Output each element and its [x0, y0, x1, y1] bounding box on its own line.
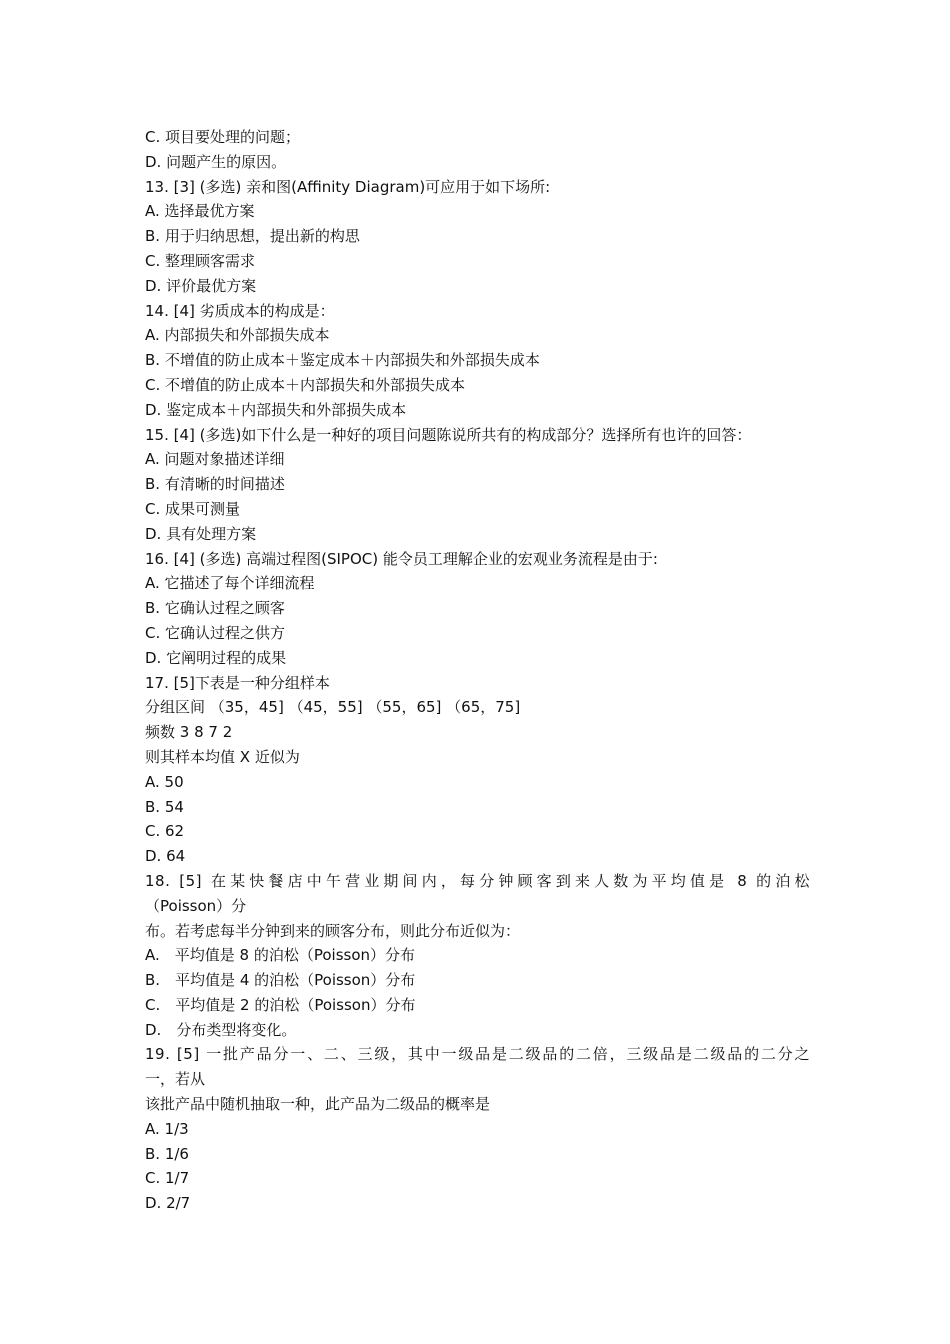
option-line: D. 它阐明过程的成果 [145, 648, 287, 667]
option-line: C. 它确认过程之供方 [145, 623, 286, 642]
question-13: 13. [3] (多选) 亲和图(Affinity Diagram)可应用于如下场所: [145, 177, 551, 196]
text-line: 则其样本均值 X 近似为 [145, 747, 300, 766]
option-line: C. 成果可测量 [145, 499, 241, 518]
frequency-line: 频数 3 8 7 2 [145, 723, 233, 742]
option-line: A. 1/3 [145, 1119, 189, 1138]
option-line: B. 平均值是 4 的泊松（Poisson）分布 [145, 971, 416, 990]
option-line: D. 具有处理方案 [145, 524, 257, 543]
option-line: B. 有清晰的时间描述 [145, 475, 285, 494]
option-line: C. 62 [145, 822, 185, 841]
option-line: D. 64 [145, 847, 186, 866]
text-line: 布。若考虑每半分钟到来的顾客分布，则此分布近似为： [145, 921, 521, 940]
option-line: D. 分布类型将变化。 [145, 1020, 297, 1039]
document-page [145, 125, 810, 1216]
option-line: C. 不增值的防止成本＋内部损失和外部损失成本 [145, 375, 466, 394]
option-line: A. 平均值是 8 的泊松（Poisson）分布 [145, 946, 416, 965]
text-line: （Poisson）分 [145, 896, 247, 915]
option-line: A. 问题对象描述详细 [145, 450, 285, 469]
question-19: 19. [5] 一批产品分一、二、三级，其中一级品是二级品的二倍，三级品是二级品的二分之 [145, 1045, 810, 1064]
text-line: 该批产品中随机抽取一种，此产品为二级品的概率是 [145, 1095, 491, 1114]
question-18: 18. [5] 在某快餐店中午营业期间内，每分钟顾客到来人数为平均值是 8 的泊松 [145, 871, 810, 890]
text-line: 一，若从 [145, 1070, 206, 1089]
option-line: A. 内部损失和外部损失成本 [145, 326, 330, 345]
grouping-intervals-line: 分组区间 （35，45] （45，55] （55，65] （65，75] [145, 698, 521, 717]
text-line: C. 项目要处理的问题； [145, 128, 301, 146]
option-line: A. 它描述了每个详细流程 [145, 574, 315, 593]
question-16: 16. [4] (多选) 高端过程图(SIPOC) 能令员工理解企业的宏观业务流程是由于: [145, 549, 658, 568]
option-line: D. 2/7 [145, 1194, 191, 1213]
option-line: B. 54 [145, 797, 184, 816]
text-line: D. 问题产生的原因。 [145, 152, 287, 171]
option-line: A. 选择最优方案 [145, 202, 255, 221]
question-17: 17. [5]下表是一种分组样本 [145, 673, 330, 692]
option-line: B. 1/6 [145, 1144, 189, 1163]
question-14: 14. [4] 劣质成本的构成是： [145, 301, 335, 320]
option-line: B. 不增值的防止成本＋鉴定成本＋内部损失和外部损失成本 [145, 351, 540, 370]
option-line: B. 用于归纳思想，提出新的构思 [145, 227, 360, 246]
question-15: 15. [4] (多选)如下什么是一种好的项目问题陈说所共有的构成部分？选择所有也许的回答： [145, 425, 752, 444]
option-line: B. 它确认过程之顾客 [145, 599, 285, 618]
option-line: C. 1/7 [145, 1169, 190, 1188]
option-line: A. 50 [145, 772, 184, 791]
option-line: D. 评价最优方案 [145, 276, 257, 295]
option-line: D. 鉴定成本＋内部损失和外部损失成本 [145, 400, 407, 419]
option-line: C. 平均值是 2 的泊松（Poisson）分布 [145, 995, 416, 1014]
option-line: C. 整理顾客需求 [145, 251, 256, 270]
